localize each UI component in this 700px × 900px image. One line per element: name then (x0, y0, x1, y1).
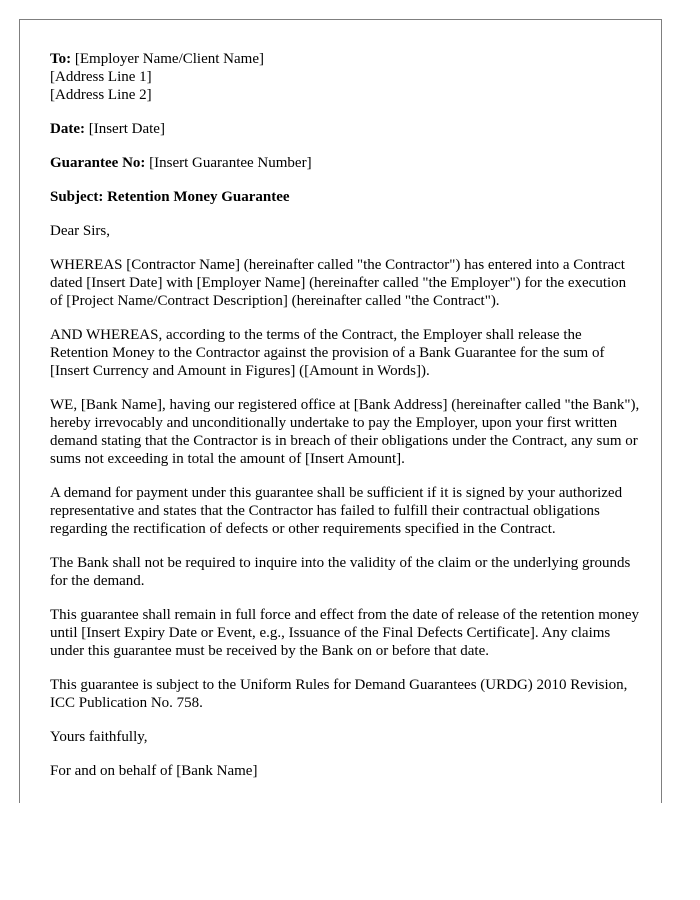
address-line-2: [Address Line 2] (50, 87, 152, 103)
guarantee-number-value: [Insert Guarantee Number] (145, 155, 312, 171)
recipient-line (50, 50, 640, 68)
recipient-block (50, 50, 640, 104)
guarantee-number-line (50, 154, 640, 172)
guarantee-number-label: Guarantee No: (50, 155, 146, 171)
on-behalf-line: For and on behalf of [Bank Name] (50, 763, 258, 779)
paragraph-demand: A demand for payment under this guarantee shall be sufficient if it is signed by your authorized representative and states that the Contractor has failed to fulfill their contractual obligations regarding the rectification of defects or other requirements specified in the Contract. (50, 485, 623, 537)
paragraph-whereas: WHEREAS [Contractor Name] (hereinafter called "the Contractor") has entered into a Contract dated [Insert Date] with [Employer Name] (hereinafter called "the Employer") for the execution of [Project Name/Contract Description] (hereinafter called "the Contract"). (50, 257, 627, 309)
address-line-1: [Address Line 1] (50, 69, 152, 85)
paragraph-undertaking: WE, [Bank Name], having our registered office at [Bank Address] (hereinafter called "the Bank"), hereby irrevocably and unconditionally undertake to pay the Employer, upon your first written demand stating that the Contractor is in breach of their obligations under the Contract, any sum or sums not exceeding in total the amount of [Insert Amount]. (50, 397, 640, 467)
paragraph-validity: This guarantee shall remain in full force and effect from the date of release of the retention money until [Insert Expiry Date or Event, e.g., Issuance of the Final Defects Certificate]. Any claims under this guarantee must be received by the Bank on or before that date. (50, 607, 640, 659)
subject-line: Subject: Retention Money Guarantee (50, 189, 290, 205)
to-label: To: (50, 51, 72, 67)
letter-content (50, 50, 640, 796)
salutation: Dear Sirs, (50, 223, 110, 239)
paragraph-urdg: This guarantee is subject to the Uniform Rules for Demand Guarantees (URDG) 2010 Revision, ICC Publication No. 758. (50, 677, 628, 711)
date-value: [Insert Date] (84, 121, 165, 137)
paragraph-no-inquiry: The Bank shall not be required to inquire into the validity of the claim or the underlying grounds for the demand. (50, 555, 631, 589)
paragraph-and-whereas: AND WHEREAS, according to the terms of the Contract, the Employer shall release the Retention Money to the Contractor against the provision of a Bank Guarantee for the sum of [Insert Currency and Amount in Figures] ([Amount in Words]). (50, 327, 605, 379)
date-label: Date: (50, 121, 85, 137)
letter-page (19, 19, 662, 803)
closing: Yours faithfully, (50, 729, 148, 745)
recipient-name: [Employer Name/Client Name] (71, 51, 264, 67)
date-line (50, 120, 640, 138)
